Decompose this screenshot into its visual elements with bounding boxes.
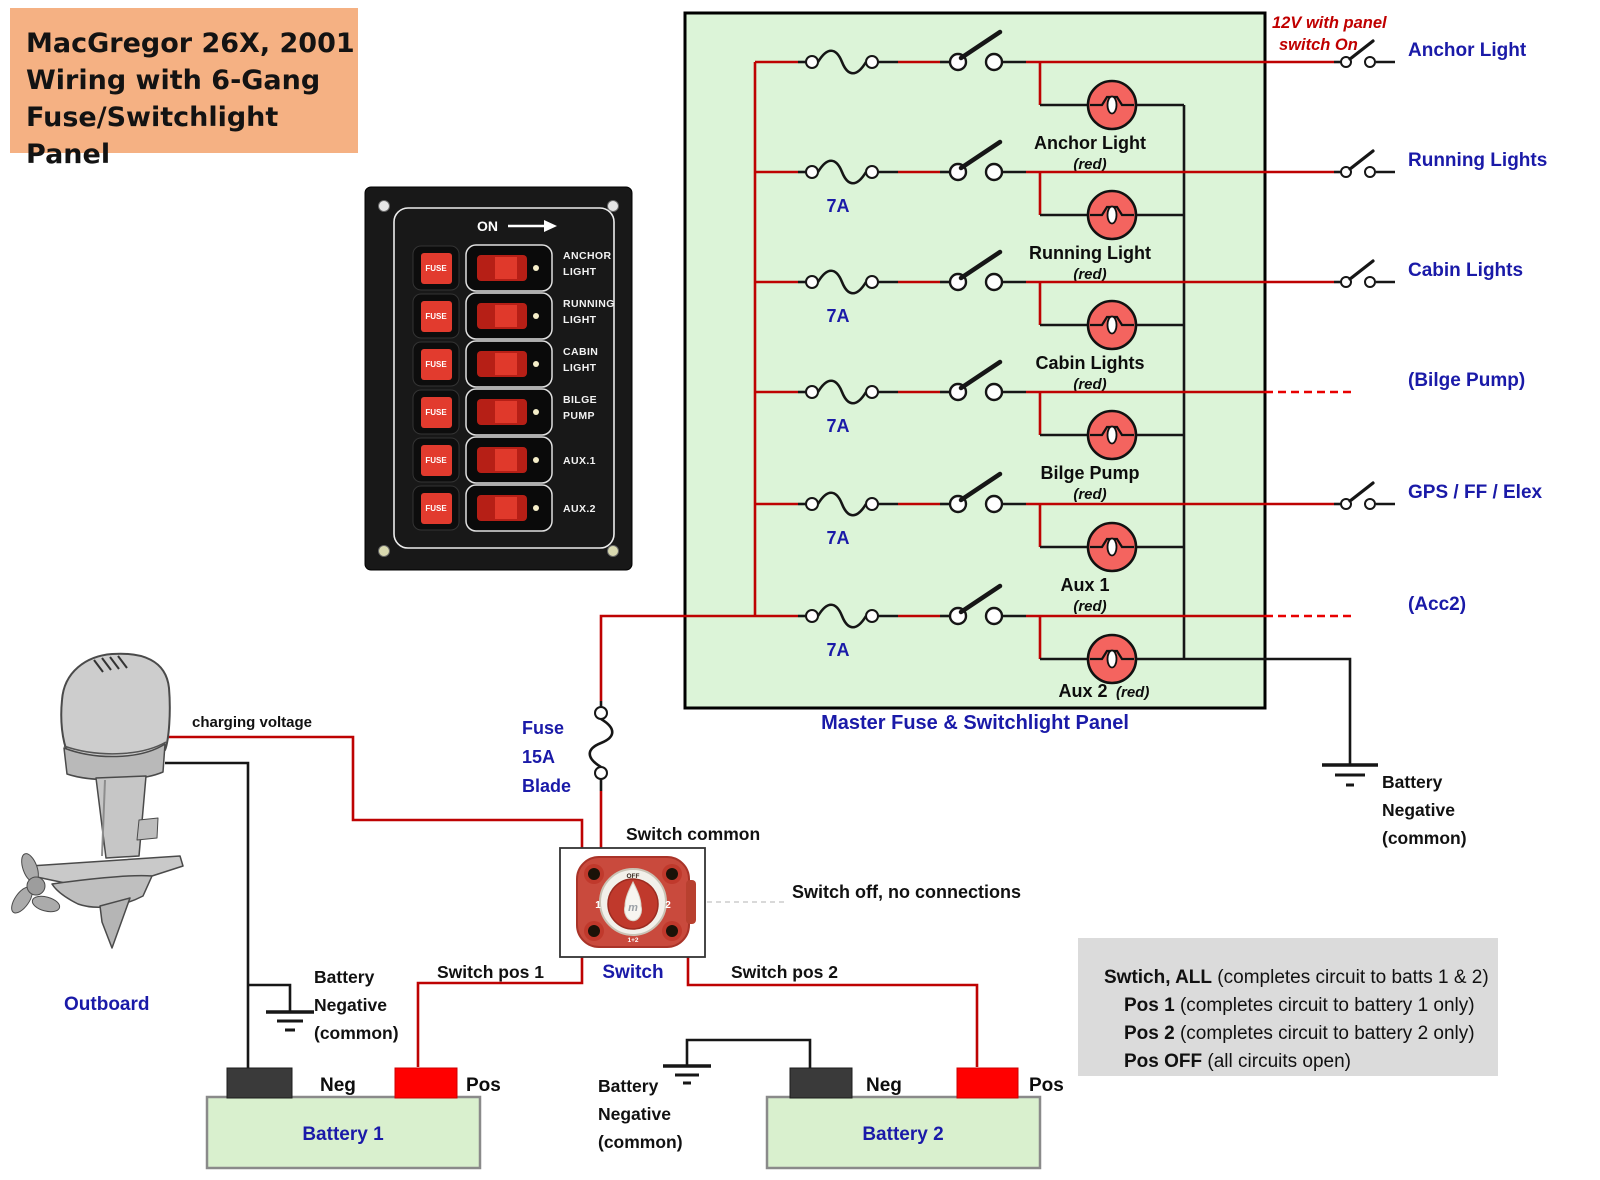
fuse-symbol [806, 276, 818, 288]
svg-text:1+2: 1+2 [627, 937, 639, 944]
svg-text:7A: 7A [826, 416, 850, 436]
battery-negative-left-label: Battery Negative (common) [314, 967, 399, 1043]
output-label: (Acc2) [1408, 594, 1467, 615]
svg-text:Battery 2: Battery 2 [862, 1124, 944, 1145]
svg-text:(red): (red) [1073, 266, 1107, 283]
svg-text:Pos: Pos [466, 1075, 501, 1096]
charging-voltage-wire [165, 737, 582, 849]
title-line-2: Wiring with 6-Gang [26, 65, 321, 96]
svg-text:Running Light: Running Light [1029, 243, 1151, 263]
svg-text:OFF: OFF [626, 873, 640, 880]
output-label: Anchor Light [1408, 40, 1527, 61]
svg-text:Anchor Light: Anchor Light [1034, 133, 1146, 153]
svg-text:7A: 7A [826, 196, 850, 216]
svg-text:(red): (red) [1073, 598, 1107, 615]
legend-line-pos2: Pos 2 (completes circuit to battery 2 only) [1124, 1023, 1475, 1044]
svg-text:Battery 1: Battery 1 [302, 1124, 384, 1145]
svg-text:m: m [628, 902, 638, 914]
switch-common-label: Switch common [626, 824, 761, 844]
master-panel-caption: Master Fuse & Switchlight Panel [821, 712, 1129, 734]
legend-line-all: Swtich, ALL (completes circuit to batts 1 & 2) [1104, 967, 1489, 988]
screw-icon [608, 201, 619, 212]
switch-off-note: Switch off, no connections [792, 882, 1021, 902]
svg-text:LIGHT: LIGHT [563, 314, 597, 326]
ground-symbol-left [266, 1012, 314, 1030]
svg-text:FUSE: FUSE [425, 504, 447, 513]
svg-text:7A: 7A [826, 528, 850, 548]
battery-negative-right-label: Battery Negative (common) [1382, 772, 1467, 848]
battery1-pos-terminal [395, 1068, 457, 1098]
supply-note-line1: 12V with panel [1272, 14, 1387, 32]
outboard-motor-image [8, 654, 183, 948]
svg-text:2: 2 [665, 900, 671, 911]
ground-symbol-right [1322, 765, 1378, 785]
screw-icon [608, 546, 619, 557]
battery-1 [207, 1068, 501, 1168]
svg-text:AUX.1: AUX.1 [563, 455, 596, 467]
svg-text:ANCHOR: ANCHOR [563, 250, 612, 262]
fuse-symbol [806, 498, 818, 510]
svg-text:Aux 2: Aux 2 [1058, 681, 1108, 701]
fuse-symbol [806, 386, 818, 398]
switch-pos1-label: Switch pos 1 [437, 962, 544, 982]
output-label: Cabin Lights [1408, 260, 1524, 281]
svg-text:FUSE: FUSE [425, 264, 447, 273]
svg-text:(red): (red) [1073, 376, 1107, 393]
main-fuse-symbol [590, 701, 613, 849]
svg-text:FUSE: FUSE [425, 360, 447, 369]
screw-icon [379, 201, 390, 212]
switch-pos2-label: Switch pos 2 [731, 962, 838, 982]
battery2-negative-wire [687, 1040, 810, 1068]
fuse-symbol [806, 610, 818, 622]
svg-text:LIGHT: LIGHT [563, 266, 597, 278]
svg-text:Pos: Pos [1029, 1075, 1064, 1096]
switch-label: Switch [602, 962, 664, 983]
outboard-negative-wire [165, 763, 248, 1068]
legend-line-pos1: Pos 1 (completes circuit to battery 1 only) [1124, 995, 1475, 1016]
output-label: GPS / FF / Elex [1408, 482, 1543, 503]
title-line-3: Fuse/Switchlight Panel [26, 102, 279, 170]
main-fuse-label: Fuse 15A Blade [522, 718, 572, 796]
svg-text:LIGHT: LIGHT [563, 362, 597, 374]
battery1-neg-terminal [227, 1068, 292, 1098]
svg-text:(red): (red) [1073, 156, 1107, 173]
svg-text:Aux 1: Aux 1 [1060, 575, 1110, 595]
outboard-label: Outboard [64, 994, 150, 1015]
on-label: ON [477, 218, 498, 234]
svg-text:FUSE: FUSE [425, 456, 447, 465]
svg-text:FUSE: FUSE [425, 312, 447, 321]
fuse-symbol [806, 56, 818, 68]
svg-text:Neg: Neg [320, 1075, 356, 1096]
title-box [10, 8, 358, 170]
svg-text:(red): (red) [1116, 684, 1150, 701]
svg-text:Cabin Lights: Cabin Lights [1035, 353, 1145, 373]
ground-branch-left [248, 985, 290, 1011]
switch-position-legend [1078, 938, 1498, 1076]
svg-text:FUSE: FUSE [425, 408, 447, 417]
svg-text:RUNNING: RUNNING [563, 298, 615, 310]
fuse-symbol [806, 166, 818, 178]
svg-text:1: 1 [595, 900, 601, 911]
battery-switch-photo [560, 848, 788, 957]
screw-icon [379, 546, 390, 557]
battery2-neg-terminal [790, 1068, 852, 1098]
svg-text:BILGE: BILGE [563, 394, 598, 406]
svg-text:PUMP: PUMP [563, 410, 595, 422]
svg-text:Neg: Neg [866, 1075, 902, 1096]
battery-2 [767, 1068, 1064, 1168]
battery-negative-mid-label: Battery Negative (common) [598, 1076, 683, 1152]
svg-text:(red): (red) [1073, 486, 1107, 503]
legend-line-off: Pos OFF (all circuits open) [1124, 1051, 1352, 1072]
svg-text:AUX.2: AUX.2 [563, 503, 596, 515]
svg-text:Bilge Pump: Bilge Pump [1040, 463, 1140, 483]
svg-text:7A: 7A [826, 306, 850, 326]
svg-text:CABIN: CABIN [563, 346, 599, 358]
battery2-pos-terminal [957, 1068, 1018, 1098]
svg-text:7A: 7A [826, 640, 850, 660]
title-line-1: MacGregor 26X, 2001 [26, 28, 355, 59]
fuse-panel-photo [365, 187, 632, 570]
output-label: (Bilge Pump) [1408, 370, 1526, 391]
output-label: Running Lights [1408, 150, 1548, 171]
supply-note-line2: switch On [1279, 36, 1358, 54]
charging-voltage-label: charging voltage [192, 714, 313, 731]
